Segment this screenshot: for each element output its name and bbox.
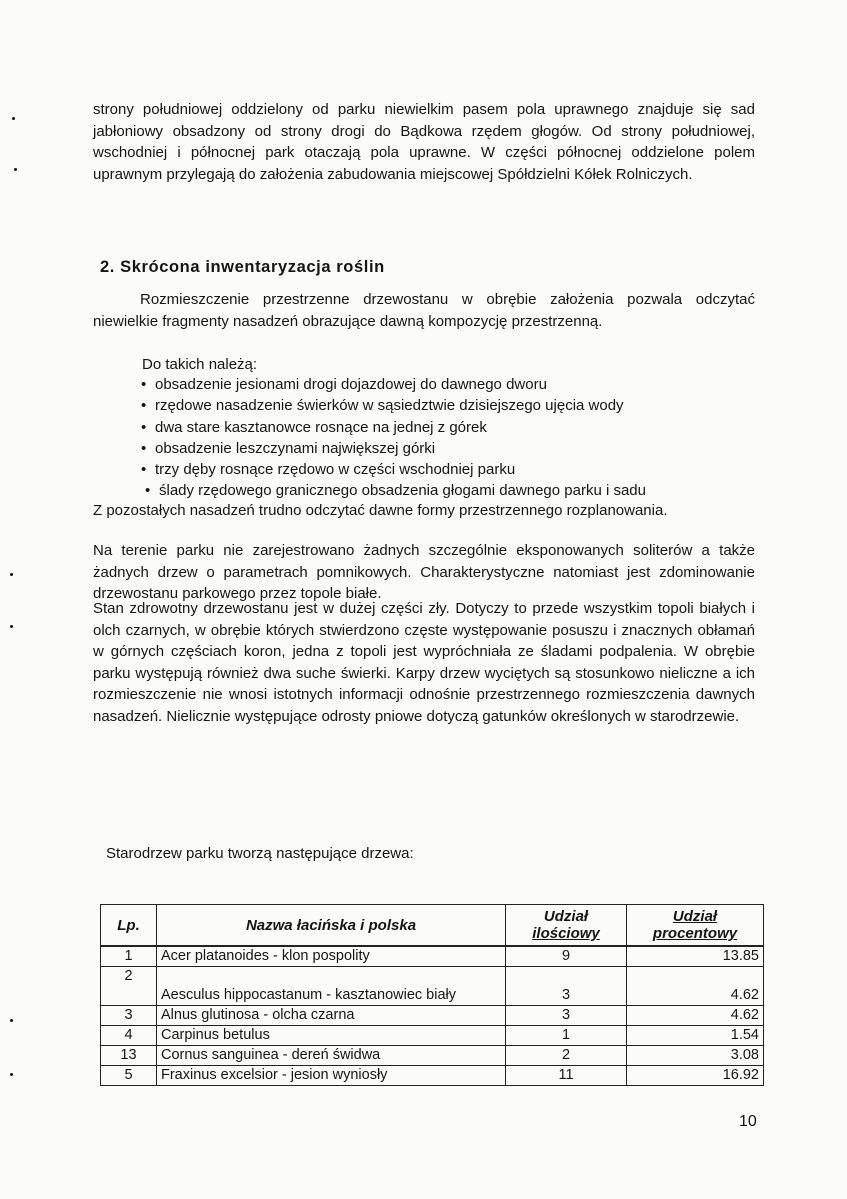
cell-lp: 3 xyxy=(101,1006,157,1026)
table-row xyxy=(101,1046,764,1066)
list-item: • dwa stare kasztanowce rosnące na jednej z górek xyxy=(141,417,761,438)
scan-mark xyxy=(10,573,13,576)
header-pct-line-2: procentowy xyxy=(652,925,738,942)
cell-qty: 3 xyxy=(506,1006,627,1026)
cell-lp: 13 xyxy=(101,1046,157,1066)
table-row xyxy=(101,1026,764,1046)
tree-table xyxy=(100,904,764,1086)
table-header-row xyxy=(101,905,764,947)
paragraph-site-description: strony południowej oddzielony od parku niewielkim pasem pola uprawnego znajduje się sad jabłoniowy obsadzony od strony drogi do Bądkowa rzędem głogów. Od strony południowej, wschodniej i północnej park otaczają pola uprawne. W części północnej oddzielone polem uprawnym przylegają do założenia zabudowania miejscowej Spółdzielni Kółek Rolniczych. xyxy=(93,101,755,183)
cell-qty: 11 xyxy=(506,1066,627,1086)
cell-pct: 3.08 xyxy=(627,1046,764,1066)
section-heading: 2. Skrócona inwentaryzacja roślin xyxy=(100,258,385,276)
scan-mark xyxy=(10,1073,13,1076)
cell-lp: 4 xyxy=(101,1026,157,1046)
page-number: 10 xyxy=(739,1113,757,1130)
table-row xyxy=(101,946,764,967)
table-row xyxy=(101,967,764,1006)
table-row xyxy=(101,1006,764,1026)
list-item: • ślady rzędowego granicznego obsadzenia głogami dawnego parku i sadu xyxy=(141,480,761,501)
header-qty-line-1: Udział xyxy=(543,908,589,925)
cell-qty: 9 xyxy=(506,946,627,967)
scan-mark xyxy=(10,1019,13,1022)
cell-name: Alnus glutinosa - olcha czarna xyxy=(157,1006,506,1026)
header-qty xyxy=(506,905,627,947)
header-lp: Lp. xyxy=(101,905,157,947)
header-name: Nazwa łacińska i polska xyxy=(157,905,506,947)
paragraph-after-list: Z pozostałych nasadzeń trudno odczytać dawne formy przestrzennego rozplanowania. xyxy=(93,502,668,519)
cell-name: Acer platanoides - klon pospolity xyxy=(157,946,506,967)
list-item: • rzędowe nasadzenie świerków w sąsiedztwie dzisiejszego ujęcia wody xyxy=(141,395,761,416)
cell-pct: 4.62 xyxy=(627,1006,764,1026)
paragraph-health: Stan zdrowotny drzewostanu jest w dużej części zły. Dotyczy to przede wszystkim topoli białych i olch czarnych, w obrębie których stwierdzono częste występowanie posuszu i znacznych obłamań w górnych częściach koron, jedna z topoli jest wypróchniała ze śladami podpalenia. W obrębie parku występują również dwa suche świerki. Karpy drzew wyciętych są stosunkowo nieliczne a ich rozmieszczenie nie wnosi istotnych informacji odnośnie przestrzennego rozmieszczenia dawnych nasadzeń. Nielicznie występujące odrosty pniowe dotyczą gatunków określonych w starodrzewie. xyxy=(93,600,755,725)
list-item: • obsadzenie leszczynami największej górki xyxy=(141,438,761,459)
header-qty-line-2: ilościowy xyxy=(532,925,600,942)
cell-name: Carpinus betulus xyxy=(157,1026,506,1046)
scan-mark xyxy=(14,168,17,171)
header-pct-line-1: Udział xyxy=(672,908,718,925)
composition-list xyxy=(141,374,761,502)
cell-qty: 3 xyxy=(506,967,627,1006)
table-row xyxy=(101,1066,764,1086)
cell-qty: 1 xyxy=(506,1026,627,1046)
cell-name: Cornus sanguinea - dereń świdwa xyxy=(157,1046,506,1066)
cell-qty: 2 xyxy=(506,1046,627,1066)
table-caption: Starodrzew parku tworzą następujące drzewa: xyxy=(106,845,414,862)
paragraph-no-soliters: Na terenie parku nie zarejestrowano żadnych szczególnie eksponowanych soliterów a także żadnych drzew o parametrach pomnikowych. Charakterystyczne natomiast jest zdominowanie drzewostanu parkowego przez topole białe. xyxy=(93,542,755,602)
list-item: • obsadzenie jesionami drogi dojazdowej do dawnego dworu xyxy=(141,374,761,395)
list-item: • trzy dęby rosnące rzędowo w części wschodniej parku xyxy=(141,459,761,480)
cell-pct: 13.85 xyxy=(627,946,764,967)
cell-pct: 16.92 xyxy=(627,1066,764,1086)
list-intro: Do takich należą: xyxy=(142,356,258,373)
cell-name: Aesculus hippocastanum - kasztanowiec biały xyxy=(157,967,506,1006)
cell-name: Fraxinus excelsior - jesion wyniosły xyxy=(157,1066,506,1086)
paragraph-intro: Rozmieszczenie przestrzenne drzewostanu w obrębie założenia pozwala odczytać niewielkie fragmenty nasadzeń obrazujące dawną kompozycję przestrzenną. xyxy=(93,291,755,330)
cell-lp: 1 xyxy=(101,946,157,967)
cell-pct: 4.62 xyxy=(627,967,764,1006)
header-pct xyxy=(627,905,764,947)
scan-mark xyxy=(10,625,13,628)
cell-lp: 2 xyxy=(101,967,157,1006)
cell-pct: 1.54 xyxy=(627,1026,764,1046)
cell-lp: 5 xyxy=(101,1066,157,1086)
scan-mark xyxy=(12,117,15,120)
